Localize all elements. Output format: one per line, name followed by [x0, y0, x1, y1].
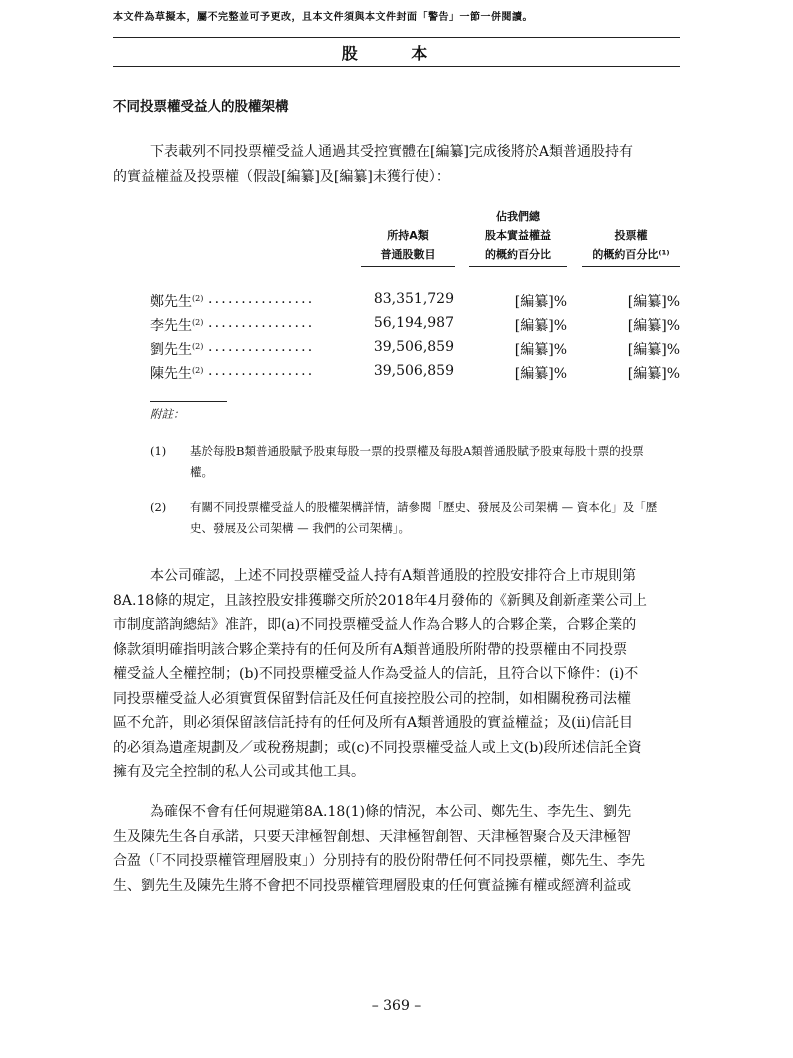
section-title: 不同投票權受益人的股權架構 — [113, 99, 289, 115]
col-header-shares — [361, 226, 455, 264]
voting-pct: [編纂]% — [627, 366, 680, 382]
intro-line: 的實益權益及投票權（假設[編纂]及[編纂]未獲行使）： — [113, 168, 450, 185]
footnote-line: 史、發展及公司架構 — 我們的公司架構」。 — [190, 521, 411, 535]
footnote — [150, 441, 680, 485]
col-underline — [361, 266, 455, 267]
leader-dots: ................ — [208, 315, 315, 331]
body-line: 生、劉先生及陳先生將不會把不同投票權管理層股東的任何實益擁有權或經濟利益或 — [113, 877, 631, 894]
footnote — [150, 497, 680, 541]
table-row — [150, 363, 680, 387]
body-line: 生及陳先生各自承諾，只要天津極智創想、天津極智創智、天津極智聚合及天津極智 — [113, 828, 631, 845]
col-header-line: 的概約百分比⁽¹⁾ — [592, 248, 670, 261]
notes-label: 附註： — [150, 407, 185, 421]
shares-value: 56,194,987 — [373, 315, 454, 331]
footnote-number: (1) — [150, 444, 167, 458]
footnote-text — [190, 441, 680, 483]
body-line: 同投票權受益人必須實質保留對信託及任何直接控股公司的控制，如相關稅務司法權 — [113, 690, 631, 707]
shares-value: 39,506,859 — [373, 339, 454, 355]
body-line: 的必須為遺產規劃及／或稅務規劃；或(c)不同投票權受益人或上文(b)段所述信託全資 — [113, 739, 642, 756]
holder-name: 鄭先生$^{(2)}$ — [150, 294, 204, 310]
footnote-line: 權。 — [190, 465, 213, 479]
voting-pct: [編纂]% — [627, 294, 680, 310]
page-number: – 369 – — [371, 998, 422, 1014]
voting-pct: [編纂]% — [627, 342, 680, 358]
notes-rule — [150, 401, 227, 402]
body-paragraph-1 — [113, 564, 680, 785]
col-header-line: 的概約百分比 — [485, 248, 551, 261]
draft-warning: 本文件為草擬本，屬不完整並可予更改，且本文件須與本文件封面「警告」一節一併閱讀。 — [113, 12, 533, 23]
equity-pct: [編纂]% — [514, 366, 567, 382]
col-header-line: 股本實益權益 — [485, 229, 551, 242]
equity-pct: [編纂]% — [514, 342, 567, 358]
intro-paragraph — [113, 140, 680, 189]
body-line: 本公司確認，上述不同投票權受益人持有A類普通股的控股安排符合上市規則第 — [150, 568, 637, 584]
body-line: 合盈（「不同投票權管理層股東」）分別持有的股份附帶任何不同投票權，鄭先生、李先 — [113, 853, 645, 869]
table-row — [150, 291, 680, 315]
col-header-line: 投票權 — [614, 229, 648, 242]
body-line: 權受益人全權控制；(b)不同投票權受益人作為受益人的信託，且符合以下條件：(i)不 — [113, 666, 639, 682]
header-rule — [113, 66, 680, 67]
footnote-line: 基於每股B類普通股賦予股東每股一票的投票權及每股A類普通股賦予股東每股十票的投票 — [190, 444, 644, 458]
body-paragraph-2 — [113, 800, 680, 898]
body-line: 區不允許，則必須保留該信託持有的任何及所有A類普通股的實益權益；及(ii)信託目 — [113, 715, 633, 731]
top-rule — [113, 37, 680, 38]
page-header: 股 本 — [341, 44, 452, 63]
footnote-line: 有關不同投票權受益人的股權架構詳情，請參閱「歷史、發展及公司架構 — 資本化」及「歷 — [190, 500, 658, 514]
leader-dots: ................ — [208, 363, 315, 379]
col-underline — [469, 266, 567, 267]
leader-dots: ................ — [208, 291, 315, 307]
footnote-number: (2) — [150, 500, 167, 514]
col-underline — [582, 266, 680, 267]
holder-name: 李先生$^{(2)}$ — [150, 318, 204, 334]
equity-pct: [編纂]% — [514, 294, 567, 310]
footnote-text — [190, 497, 680, 539]
holder-name: 劉先生$^{(2)}$ — [150, 342, 204, 358]
intro-line: 下表載列不同投票權受益人通過其受控實體在[編纂]完成後將於A類普通股持有 — [150, 144, 634, 160]
table-row — [150, 339, 680, 363]
shares-value: 39,506,859 — [373, 363, 454, 379]
col-header-line: 佔我們總 — [496, 210, 540, 223]
voting-pct: [編纂]% — [627, 318, 680, 334]
equity-pct: [編纂]% — [514, 318, 567, 334]
body-line: 條款須明確指明該合夥企業持有的任何及所有A類普通股所附帶的投票權由不同投票 — [113, 641, 628, 658]
leader-dots: ................ — [208, 339, 315, 355]
holder-name: 陳先生$^{(2)}$ — [150, 366, 204, 382]
shares-value: 83,351,729 — [373, 291, 454, 307]
col-header-equity — [469, 207, 567, 264]
body-line: 8A.18條的規定，且該控股安排獲聯交所於2018年4月發佈的《新興及創新產業公司上 — [113, 592, 647, 609]
col-header-line: 所持A類 — [387, 229, 429, 242]
body-line: 為確保不會有任何規避第8A.18(1)條的情況，本公司、鄭先生、李先生、劉先 — [150, 804, 632, 820]
body-line: 市制度諮詢總結》准許，即(a)不同投票權受益人作為合夥人的合夥企業，合夥企業的 — [113, 617, 637, 633]
col-header-voting — [582, 226, 680, 264]
col-header-line: 普通股數目 — [380, 248, 436, 261]
table-row — [150, 315, 680, 339]
body-line: 擁有及完全控制的私人公司或其他工具。 — [113, 764, 365, 780]
